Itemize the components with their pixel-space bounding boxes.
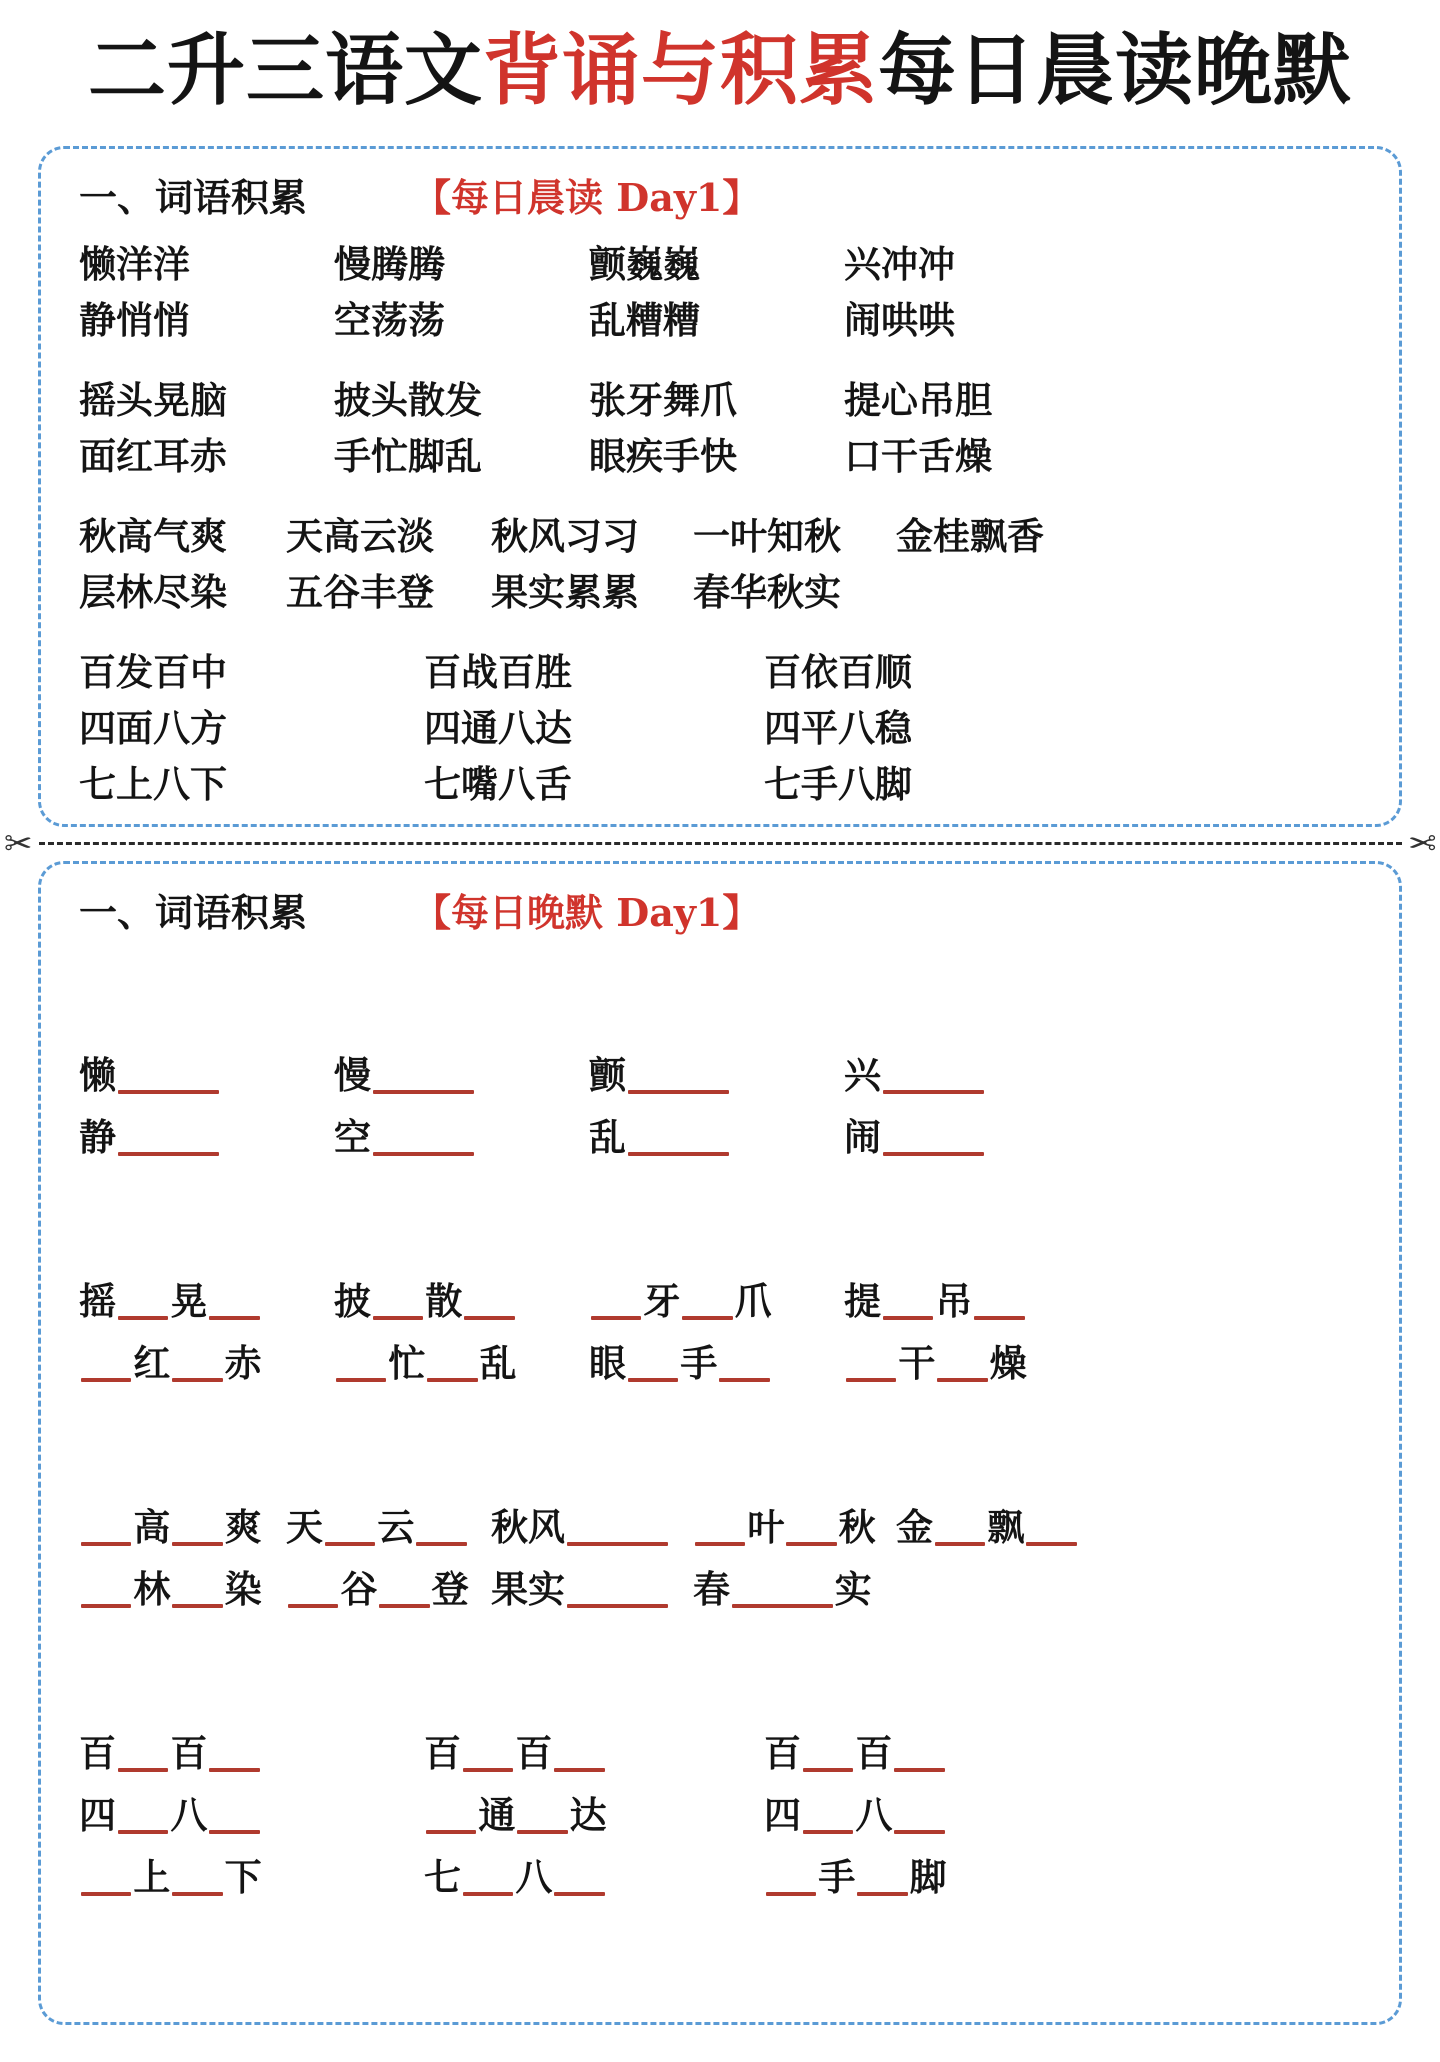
word-text: 层林尽染 — [79, 569, 227, 614]
word-text: 秋 — [838, 1505, 876, 1550]
section-morning-reading — [57, 163, 1383, 812]
word-text: 闹哄哄 — [844, 297, 955, 342]
word-text: 登 — [431, 1567, 469, 1612]
answer-blank — [803, 1768, 853, 1772]
word-text: 眼疾手快 — [589, 433, 737, 478]
answer-blank — [118, 1152, 219, 1156]
word-text: 百战百胜 — [424, 649, 572, 694]
word-text: 四通八达 — [424, 705, 572, 750]
answer-blank — [81, 1378, 131, 1382]
answer-blank — [937, 1378, 987, 1382]
answer-blank — [894, 1830, 944, 1834]
word-text: 果实 — [491, 1567, 565, 1612]
word-cell — [693, 508, 896, 564]
answer-blank — [628, 1152, 729, 1156]
answer-blank — [846, 1378, 896, 1382]
answer-blank — [172, 1892, 222, 1896]
word-cell — [491, 564, 693, 620]
word-cell — [844, 428, 1383, 484]
word-cell — [764, 1846, 1383, 1908]
word-text: 百 — [515, 1730, 553, 1775]
answer-blank — [786, 1542, 836, 1546]
word-text: 百 — [764, 1730, 801, 1775]
word-text: 披头散发 — [334, 377, 482, 422]
word-text: 百 — [170, 1730, 208, 1775]
word-text: 七手八脚 — [764, 761, 912, 806]
word-cell — [764, 644, 1383, 700]
answer-blank — [1026, 1542, 1076, 1546]
word-cell — [79, 644, 424, 700]
word-cell — [79, 1270, 334, 1332]
word-text: 秋风 — [491, 1505, 565, 1550]
word-cell — [844, 1044, 1383, 1106]
answer-blank — [883, 1316, 933, 1320]
morning-reading-panel — [38, 146, 1402, 827]
page-title — [0, 26, 1440, 116]
word-text: 披 — [334, 1279, 371, 1324]
word-text: 下 — [224, 1854, 262, 1899]
word-text: 颤 — [589, 1053, 626, 1098]
answer-blank — [81, 1892, 131, 1896]
answer-blank — [803, 1830, 853, 1834]
word-text: 果实累累 — [491, 569, 639, 614]
scissors-icon: ✂ — [1407, 823, 1436, 864]
section-heading: 一、词语积累 — [79, 889, 308, 935]
word-text: 脚 — [909, 1854, 947, 1899]
word-text: 金桂飘香 — [896, 513, 1044, 558]
answer-blank — [373, 1090, 474, 1094]
word-text: 散 — [425, 1279, 463, 1324]
word-text: 颤巍巍 — [589, 241, 700, 286]
word-cell — [334, 292, 589, 348]
word-cell — [79, 564, 286, 620]
word-cell — [491, 1496, 693, 1558]
section-tag: 【每日晨读 Day1】 — [413, 174, 761, 220]
word-group — [57, 1722, 1383, 1908]
answer-blank — [463, 1892, 513, 1896]
answer-blank — [325, 1542, 375, 1546]
cut-line — [4, 823, 1436, 864]
answer-blank — [935, 1542, 985, 1546]
word-text: 晃 — [170, 1279, 208, 1324]
answer-blank — [974, 1316, 1024, 1320]
word-cell — [79, 1332, 334, 1394]
answer-blank — [426, 1830, 476, 1834]
word-cell — [334, 1044, 589, 1106]
word-cell — [334, 1270, 589, 1332]
evening-dictation-panel — [38, 861, 1402, 2025]
word-cell — [844, 372, 1383, 428]
word-text: 达 — [569, 1792, 607, 1837]
word-cell — [79, 1044, 334, 1106]
word-cell — [334, 236, 589, 292]
word-cell — [589, 428, 844, 484]
word-group — [57, 372, 1383, 484]
word-text: 干 — [898, 1341, 936, 1386]
word-text: 七嘴八舌 — [424, 761, 572, 806]
word-text: 懒洋洋 — [79, 241, 190, 286]
answer-blank — [118, 1768, 168, 1772]
word-text: 红 — [133, 1341, 171, 1386]
answer-blank — [416, 1542, 466, 1546]
answer-blank — [81, 1542, 131, 1546]
section-heading: 一、词语积累 — [79, 174, 308, 220]
answer-blank — [288, 1604, 338, 1608]
word-cell — [286, 564, 491, 620]
word-text: 林 — [133, 1567, 171, 1612]
word-text: 慢腾腾 — [334, 241, 445, 286]
word-text: 八 — [515, 1854, 553, 1899]
word-group — [57, 1044, 1383, 1168]
word-cell — [589, 372, 844, 428]
word-cell — [424, 700, 764, 756]
word-cell — [79, 1846, 424, 1908]
word-cell — [79, 1558, 286, 1620]
word-cell — [334, 1332, 589, 1394]
word-text: 通 — [478, 1792, 516, 1837]
title-highlight: 背诵与积累 — [482, 25, 878, 116]
section-evening-dictation — [57, 878, 1383, 2010]
word-cell — [334, 372, 589, 428]
word-text: 空 — [334, 1115, 371, 1160]
word-groups — [57, 228, 1383, 812]
title-suffix: 每日晨读晚默 — [878, 25, 1353, 116]
answer-blank — [379, 1604, 429, 1608]
answer-blank — [172, 1542, 222, 1546]
word-cell — [896, 508, 1383, 564]
word-text: 春 — [693, 1567, 730, 1612]
answer-blank — [118, 1090, 219, 1094]
word-text: 叶 — [747, 1505, 785, 1550]
answer-blank — [766, 1892, 816, 1896]
word-group — [57, 1270, 1383, 1394]
word-cell — [79, 700, 424, 756]
word-text: 天高云淡 — [286, 513, 434, 558]
worksheet-page — [0, 26, 1440, 2025]
word-text: 兴冲冲 — [844, 241, 955, 286]
word-cell — [79, 1496, 286, 1558]
word-cell — [286, 508, 491, 564]
word-text: 秋高气爽 — [79, 513, 227, 558]
word-group — [57, 644, 1383, 812]
answer-blank — [883, 1090, 984, 1094]
answer-blank — [857, 1892, 907, 1896]
word-cell — [589, 1270, 844, 1332]
word-text: 天 — [286, 1505, 323, 1550]
word-text: 一叶知秋 — [693, 513, 841, 558]
word-text: 兴 — [844, 1053, 881, 1098]
answer-blank — [682, 1316, 732, 1320]
word-text: 七上八下 — [79, 761, 227, 806]
answer-blank — [554, 1768, 604, 1772]
word-cell — [79, 1722, 424, 1784]
word-cell — [589, 236, 844, 292]
word-text: 金 — [896, 1505, 933, 1550]
section-tag: 【每日晚默 Day1】 — [413, 889, 761, 935]
word-cell — [589, 1044, 844, 1106]
section-header — [57, 163, 1383, 228]
answer-blank — [209, 1768, 259, 1772]
answer-blank — [463, 1768, 513, 1772]
word-cell — [286, 1496, 491, 1558]
word-text: 乱 — [479, 1341, 517, 1386]
word-text: 乱 — [589, 1115, 626, 1160]
answer-blank — [732, 1604, 833, 1608]
word-group — [57, 1496, 1383, 1620]
word-text: 懒 — [79, 1053, 116, 1098]
scissors-icon: ✂ — [4, 823, 33, 864]
word-text: 四 — [79, 1792, 116, 1837]
word-cell — [79, 372, 334, 428]
word-cell — [79, 236, 334, 292]
word-text: 手 — [680, 1341, 718, 1386]
answer-blank — [591, 1316, 641, 1320]
word-text: 张牙舞爪 — [589, 377, 737, 422]
word-cell — [79, 756, 424, 812]
word-groups — [57, 943, 1383, 2010]
word-text: 百依百顺 — [764, 649, 912, 694]
word-text: 燥 — [989, 1341, 1027, 1386]
word-cell — [424, 1846, 764, 1908]
word-text: 百 — [855, 1730, 893, 1775]
answer-blank — [628, 1378, 678, 1382]
word-cell — [844, 292, 1383, 348]
word-text: 牙 — [643, 1279, 681, 1324]
word-cell — [334, 1106, 589, 1168]
word-text: 忙 — [388, 1341, 426, 1386]
word-cell — [424, 756, 764, 812]
word-text: 上 — [133, 1854, 171, 1899]
word-group — [57, 236, 1383, 348]
word-cell — [424, 644, 764, 700]
word-text: 手 — [818, 1854, 856, 1899]
word-text: 提心吊胆 — [844, 377, 992, 422]
word-text: 赤 — [224, 1341, 262, 1386]
word-text: 眼 — [589, 1341, 626, 1386]
word-text: 实 — [834, 1567, 872, 1612]
word-text: 空荡荡 — [334, 297, 445, 342]
word-text: 百 — [79, 1730, 116, 1775]
word-cell — [764, 1722, 1383, 1784]
answer-blank — [118, 1316, 168, 1320]
word-cell — [491, 1558, 693, 1620]
word-text: 高 — [133, 1505, 171, 1550]
word-cell — [764, 700, 1383, 756]
word-text: 乱糟糟 — [589, 297, 700, 342]
word-cell — [693, 1558, 896, 1620]
answer-blank — [81, 1604, 131, 1608]
answer-blank — [567, 1542, 668, 1546]
word-cell — [844, 1332, 1383, 1394]
word-text: 慢 — [334, 1053, 371, 1098]
word-cell — [844, 236, 1383, 292]
word-text: 八 — [855, 1792, 893, 1837]
answer-blank — [427, 1378, 477, 1382]
word-text: 提 — [844, 1279, 881, 1324]
answer-blank — [336, 1378, 386, 1382]
word-cell — [844, 1270, 1383, 1332]
word-cell — [79, 508, 286, 564]
word-text: 飘 — [987, 1505, 1025, 1550]
word-group — [57, 508, 1383, 620]
word-cell — [79, 1784, 424, 1846]
word-text: 染 — [224, 1567, 262, 1612]
word-cell — [693, 564, 896, 620]
word-text: 谷 — [340, 1567, 378, 1612]
word-text: 百 — [424, 1730, 461, 1775]
word-cell — [424, 1784, 764, 1846]
word-cell — [424, 1722, 764, 1784]
answer-blank — [209, 1316, 259, 1320]
word-cell — [844, 1106, 1383, 1168]
word-cell — [764, 1784, 1383, 1846]
word-text: 百发百中 — [79, 649, 227, 694]
word-text: 爪 — [734, 1279, 772, 1324]
word-cell — [589, 1332, 844, 1394]
word-cell — [334, 428, 589, 484]
word-text: 静 — [79, 1115, 116, 1160]
word-text: 静悄悄 — [79, 297, 190, 342]
word-cell — [896, 1496, 1383, 1558]
word-cell — [79, 1106, 334, 1168]
word-cell — [589, 292, 844, 348]
word-cell — [764, 756, 1383, 812]
answer-blank — [172, 1604, 222, 1608]
word-text: 口干舌燥 — [844, 433, 992, 478]
word-cell — [286, 1558, 491, 1620]
answer-blank — [464, 1316, 514, 1320]
answer-blank — [118, 1830, 168, 1834]
word-cell — [79, 428, 334, 484]
answer-blank — [373, 1316, 423, 1320]
answer-blank — [894, 1768, 944, 1772]
word-text: 春华秋实 — [693, 569, 841, 614]
word-text: 八 — [170, 1792, 208, 1837]
word-text: 吊 — [935, 1279, 973, 1324]
word-cell — [491, 508, 693, 564]
word-text: 手忙脚乱 — [334, 433, 482, 478]
word-text: 云 — [377, 1505, 415, 1550]
word-text: 面红耳赤 — [79, 433, 227, 478]
answer-blank — [172, 1378, 222, 1382]
answer-blank — [695, 1542, 745, 1546]
answer-blank — [628, 1090, 729, 1094]
word-text: 摇头晃脑 — [79, 377, 227, 422]
word-text: 四面八方 — [79, 705, 227, 750]
answer-blank — [373, 1152, 474, 1156]
word-text: 四 — [764, 1792, 801, 1837]
answer-blank — [517, 1830, 567, 1834]
title-prefix: 二升三语文 — [87, 25, 483, 116]
word-text: 爽 — [224, 1505, 262, 1550]
word-text: 摇 — [79, 1279, 116, 1324]
word-cell — [79, 292, 334, 348]
word-text: 七 — [424, 1854, 461, 1899]
answer-blank — [554, 1892, 604, 1896]
word-cell — [693, 1496, 896, 1558]
cut-dash-line — [39, 842, 1402, 845]
word-cell — [589, 1106, 844, 1168]
answer-blank — [883, 1152, 984, 1156]
answer-blank — [719, 1378, 769, 1382]
word-text: 秋风习习 — [491, 513, 639, 558]
word-text: 五谷丰登 — [286, 569, 434, 614]
word-text: 四平八稳 — [764, 705, 912, 750]
answer-blank — [209, 1830, 259, 1834]
answer-blank — [567, 1604, 668, 1608]
word-text: 闹 — [844, 1115, 881, 1160]
section-header — [57, 878, 1383, 943]
